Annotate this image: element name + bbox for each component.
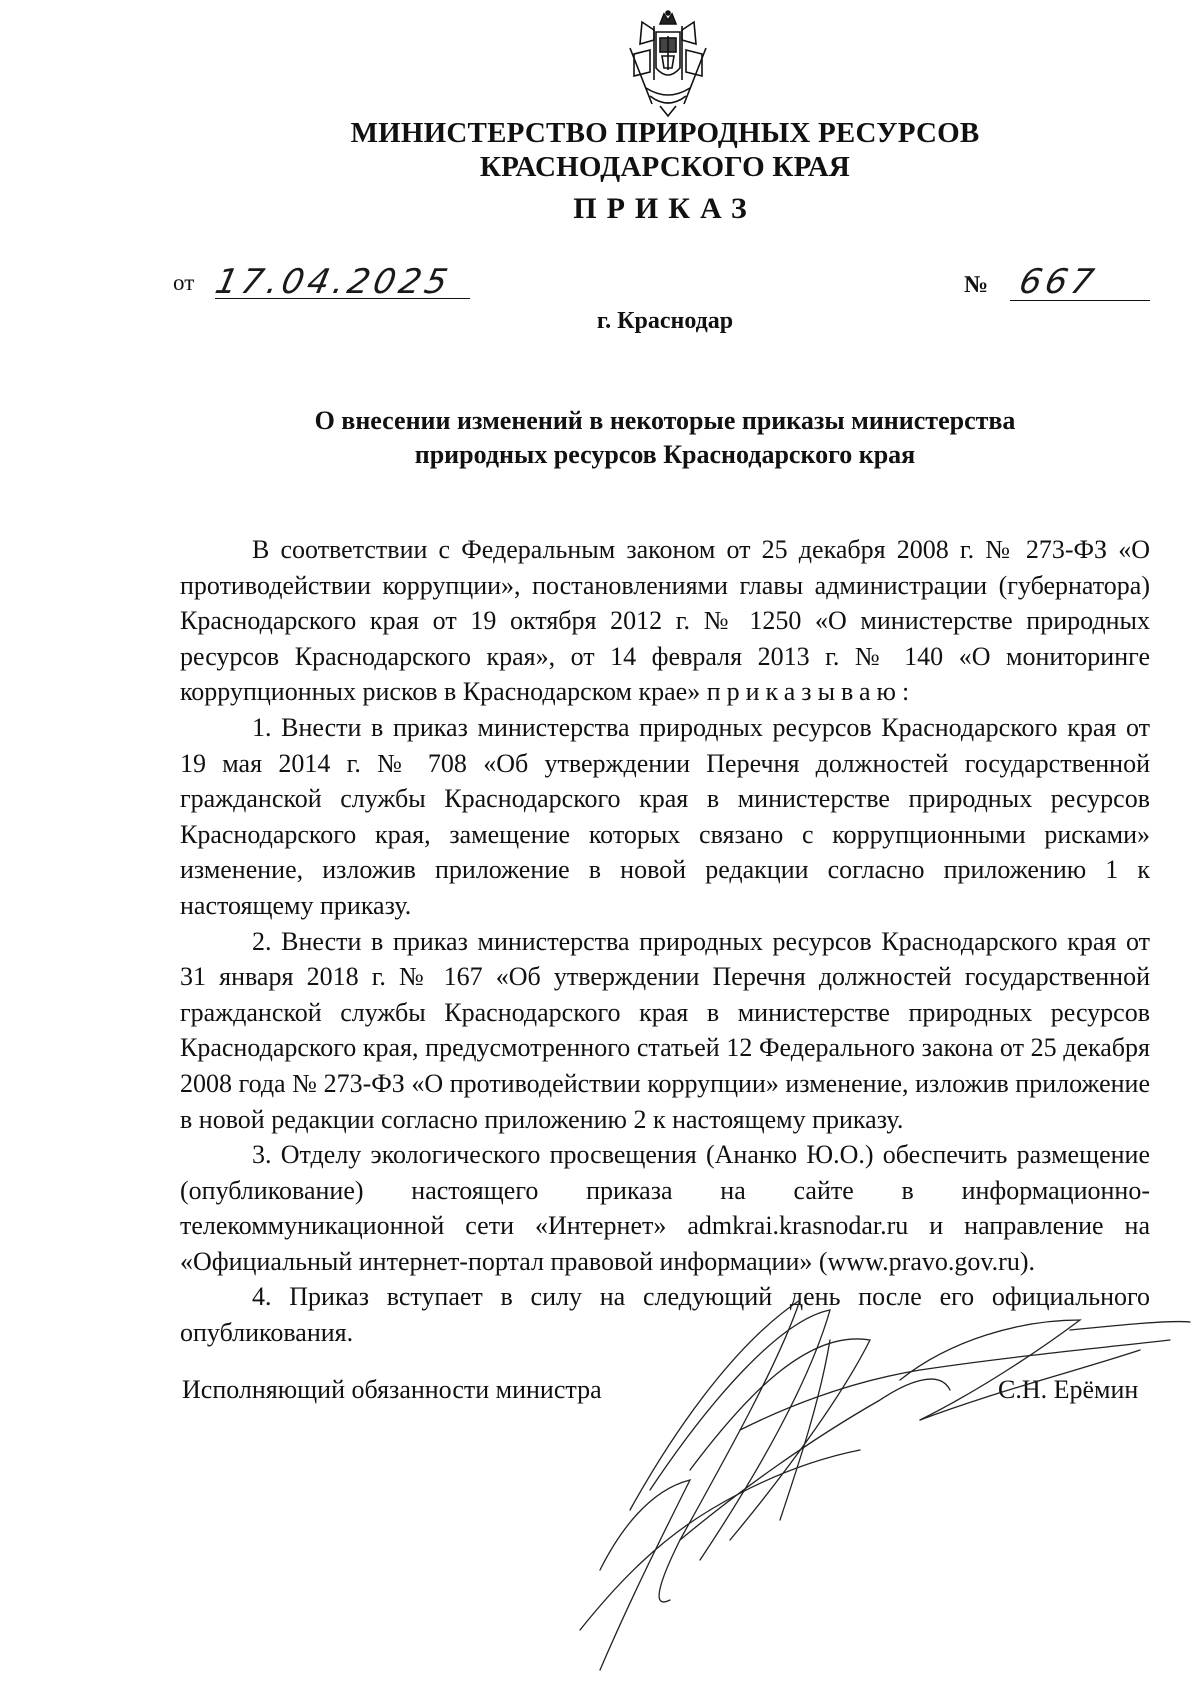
number-underline [1010, 300, 1150, 301]
ministry-name-line2: КРАСНОДАРСКОГО КРАЯ [479, 151, 851, 183]
coat-of-arms-icon [620, 10, 716, 118]
item-3-paragraph: 3. Отделу экологического просвещения (Ананко Ю.О.) обеспечить размещение (опубликование) настоящего приказа на сайте в информационно-телекоммуникационной сети «Интернет» admkrai.krasnodar.ru и направление на «Официальный интернет-портал правовой информации» (www.pravo.gov.ru). [180, 1140, 1150, 1276]
ministry-name-line1: МИНИСТЕРСТВО ПРИРОДНЫХ РЕСУРСОВ [350, 117, 980, 149]
handwritten-date: 17.04.2025 [211, 262, 455, 302]
date-underline [215, 298, 470, 299]
item-1-paragraph: 1. Внести в приказ министерства природных ресурсов Краснодарского края от 19 мая 2014 г. № 708 «Об утверждении Перечня должностей государственной гражданской службы Краснодарского края в министерстве природных ресурсов Краснодарского края, замещение которых связано с коррупционными рисками» изменение, изложив приложение в новой редакции согласно приложению 1 к настоящему приказу. [180, 712, 1150, 920]
signer-name: С.Н. Ерёмин [998, 1375, 1139, 1404]
preamble-paragraph [180, 532, 1150, 710]
preamble-text: В соответствии с Федеральным законом от 25 декабря 2008 г. № 273-ФЗ «О противодействии коррупции», постановлениями главы администрации (губернатора) Краснодарского края от 19 октября 2012 г. № 1250 «О министерстве природных ресурсов Краснодарского края», от 14 февраля 2013 г. № 140 «О мониторинге коррупционных рисков в Краснодарском крае» [180, 535, 1150, 707]
subject-line2: природных ресурсов Краснодарского края [414, 440, 916, 469]
command-word: приказываю: [706, 677, 916, 707]
item-4-paragraph: 4. Приказ вступает в силу на следующий день после его официального опубликования. [180, 1282, 1150, 1348]
item-2-paragraph: 2. Внести в приказ министерства природных ресурсов Краснодарского края от 31 января 2018 г. № 167 «Об утверждении Перечня должностей государственной гражданской службы Краснодарского края в министерстве природных ресурсов Краснодарского края, предусмотренного статьей 12 Федерального закона от 25 декабря 2008 года № 273-ФЗ «О противодействии коррупции» изменение, изложив приложение в новой редакции согласно приложению 2 к настоящему приказу. [180, 926, 1150, 1134]
city: г. Краснодар [596, 308, 734, 334]
handwritten-number: 667 [1015, 262, 1102, 302]
document-type: ПРИКАЗ [573, 192, 757, 225]
number-label: № [964, 272, 989, 298]
subject-line1: О внесении изменений в некоторые приказы министерства [314, 406, 1016, 435]
document-body [180, 532, 1150, 1351]
handwritten-signature-icon [480, 1280, 1200, 1680]
signer-title: Исполняющий обязанности министра [182, 1375, 602, 1404]
date-prefix: от [173, 270, 195, 295]
